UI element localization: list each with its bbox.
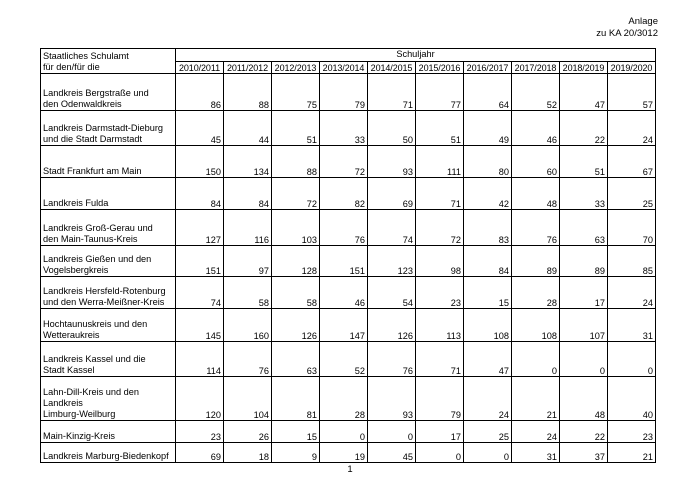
value-cell: 25	[608, 178, 656, 210]
table-row	[41, 443, 656, 463]
value-cell: 0	[416, 443, 464, 463]
authority-name-line: Landkreis Marburg-Biedenkopf	[43, 451, 169, 461]
value-cell: 18	[224, 443, 272, 463]
value-cell: 48	[512, 178, 560, 210]
value-cell: 28	[512, 277, 560, 309]
table-row	[41, 210, 656, 246]
table-row	[41, 342, 656, 377]
year-header-cell: 2010/2011	[176, 62, 224, 74]
value-cell: 84	[224, 178, 272, 210]
value-cell: 58	[224, 277, 272, 309]
authority-name-line: Landkreis Hersfeld-Rotenburg	[43, 286, 166, 296]
value-cell: 0	[320, 421, 368, 443]
corner-header-cell	[41, 49, 176, 74]
value-cell: 23	[176, 421, 224, 443]
authority-name-cell	[41, 210, 176, 246]
value-cell: 46	[320, 277, 368, 309]
value-cell: 108	[464, 309, 512, 342]
value-cell: 51	[416, 111, 464, 146]
value-cell: 82	[320, 178, 368, 210]
value-cell: 23	[608, 421, 656, 443]
authority-name-cell	[41, 277, 176, 309]
corner-header-line-1: Staatliches Schulamt	[43, 51, 129, 61]
value-cell: 76	[224, 342, 272, 377]
value-cell: 69	[176, 443, 224, 463]
value-cell: 51	[272, 111, 320, 146]
value-cell: 0	[368, 421, 416, 443]
value-cell: 22	[560, 421, 608, 443]
year-header-cell: 2019/2020	[608, 62, 656, 74]
authority-name-line: und den Werra-Meißner-Kreis	[43, 297, 165, 307]
table-header-row-1	[41, 49, 656, 62]
value-cell: 60	[512, 146, 560, 178]
value-cell: 19	[320, 443, 368, 463]
authority-name-line: Stadt Frankfurt am Main	[43, 166, 142, 176]
value-cell: 126	[368, 309, 416, 342]
school-year-group-header: Schuljahr	[176, 49, 656, 62]
authority-name-cell	[41, 342, 176, 377]
year-header-cell: 2014/2015	[368, 62, 416, 74]
authority-name-cell	[41, 443, 176, 463]
value-cell: 98	[416, 246, 464, 277]
attachment-header	[596, 16, 658, 40]
value-cell: 150	[176, 146, 224, 178]
year-header-cell: 2016/2017	[464, 62, 512, 74]
value-cell: 51	[560, 146, 608, 178]
value-cell: 93	[368, 146, 416, 178]
authority-name-cell	[41, 377, 176, 421]
value-cell: 64	[464, 74, 512, 111]
authority-name-line: Landkreis	[43, 398, 83, 408]
value-cell: 50	[368, 111, 416, 146]
value-cell: 44	[224, 111, 272, 146]
value-cell: 108	[512, 309, 560, 342]
value-cell: 47	[560, 74, 608, 111]
value-cell: 72	[320, 146, 368, 178]
value-cell: 52	[512, 74, 560, 111]
value-cell: 75	[272, 74, 320, 111]
value-cell: 9	[272, 443, 320, 463]
value-cell: 46	[512, 111, 560, 146]
value-cell: 71	[416, 342, 464, 377]
value-cell: 24	[608, 111, 656, 146]
value-cell: 48	[560, 377, 608, 421]
value-cell: 47	[464, 342, 512, 377]
authority-name-cell	[41, 111, 176, 146]
authority-name-line: Limburg-Weilburg	[43, 409, 116, 419]
authority-name-line: den Odenwaldkreis	[43, 99, 122, 109]
value-cell: 69	[368, 178, 416, 210]
value-cell: 63	[560, 210, 608, 246]
value-cell: 86	[176, 74, 224, 111]
authority-name-line: Landkreis Groß-Gerau und	[43, 223, 153, 233]
value-cell: 33	[320, 111, 368, 146]
value-cell: 28	[320, 377, 368, 421]
authority-name-line: Main-Kinzig-Kreis	[43, 431, 115, 441]
value-cell: 79	[320, 74, 368, 111]
value-cell: 93	[368, 377, 416, 421]
value-cell: 160	[224, 309, 272, 342]
year-header-cell: 2017/2018	[512, 62, 560, 74]
value-cell: 45	[176, 111, 224, 146]
value-cell: 123	[368, 246, 416, 277]
attachment-reference: zu KA 20/3012	[596, 28, 658, 39]
value-cell: 145	[176, 309, 224, 342]
authority-name-cell	[41, 421, 176, 443]
value-cell: 114	[176, 342, 224, 377]
value-cell: 0	[560, 342, 608, 377]
authority-name-line: Wetteraukreis	[43, 330, 100, 340]
value-cell: 45	[368, 443, 416, 463]
value-cell: 52	[320, 342, 368, 377]
year-header-cell: 2012/2013	[272, 62, 320, 74]
value-cell: 74	[176, 277, 224, 309]
authority-name-cell	[41, 178, 176, 210]
value-cell: 31	[608, 309, 656, 342]
value-cell: 84	[464, 246, 512, 277]
value-cell: 107	[560, 309, 608, 342]
authority-name-line: Landkreis Gießen und den	[43, 254, 152, 264]
value-cell: 74	[368, 210, 416, 246]
year-header-cell: 2018/2019	[560, 62, 608, 74]
value-cell: 151	[176, 246, 224, 277]
table-row	[41, 246, 656, 277]
value-cell: 23	[416, 277, 464, 309]
value-cell: 77	[416, 74, 464, 111]
authority-name-line: den Main-Taunus-Kreis	[43, 234, 138, 244]
authority-name-line: und die Stadt Darmstadt	[43, 134, 143, 144]
value-cell: 72	[272, 178, 320, 210]
table-row	[41, 309, 656, 342]
value-cell: 79	[416, 377, 464, 421]
value-cell: 84	[176, 178, 224, 210]
value-cell: 104	[224, 377, 272, 421]
authority-name-line: Lahn-Dill-Kreis und den	[43, 387, 140, 397]
value-cell: 15	[272, 421, 320, 443]
value-cell: 76	[512, 210, 560, 246]
value-cell: 24	[464, 377, 512, 421]
value-cell: 72	[416, 210, 464, 246]
value-cell: 63	[272, 342, 320, 377]
value-cell: 21	[608, 443, 656, 463]
value-cell: 71	[368, 74, 416, 111]
value-cell: 33	[560, 178, 608, 210]
authority-name-line: Landkreis Kassel und die	[43, 354, 146, 364]
value-cell: 120	[176, 377, 224, 421]
value-cell: 81	[272, 377, 320, 421]
table-row	[41, 111, 656, 146]
authority-name-cell	[41, 309, 176, 342]
value-cell: 76	[368, 342, 416, 377]
value-cell: 37	[560, 443, 608, 463]
table-row	[41, 277, 656, 309]
value-cell: 89	[560, 246, 608, 277]
value-cell: 88	[272, 146, 320, 178]
value-cell: 127	[176, 210, 224, 246]
value-cell: 147	[320, 309, 368, 342]
value-cell: 111	[416, 146, 464, 178]
value-cell: 76	[320, 210, 368, 246]
value-cell: 57	[608, 74, 656, 111]
school-authority-table	[40, 48, 656, 463]
table-row	[41, 421, 656, 443]
authority-name-cell	[41, 246, 176, 277]
authority-name-line: Landkreis Bergstraße und	[43, 88, 149, 98]
value-cell: 113	[416, 309, 464, 342]
value-cell: 134	[224, 146, 272, 178]
authority-name-line: Stadt Kassel	[43, 365, 95, 375]
authority-name-cell	[41, 74, 176, 111]
value-cell: 25	[464, 421, 512, 443]
value-cell: 80	[464, 146, 512, 178]
authority-name-line: Vogelsbergkreis	[43, 265, 109, 275]
value-cell: 85	[608, 246, 656, 277]
value-cell: 24	[608, 277, 656, 309]
authority-name-line: Hochtaunuskreis und den	[43, 319, 148, 329]
authority-name-line: Landkreis Darmstadt-Dieburg	[43, 123, 163, 133]
value-cell: 70	[608, 210, 656, 246]
value-cell: 103	[272, 210, 320, 246]
attachment-label: Anlage	[628, 16, 658, 27]
value-cell: 83	[464, 210, 512, 246]
value-cell: 67	[608, 146, 656, 178]
value-cell: 0	[608, 342, 656, 377]
value-cell: 0	[512, 342, 560, 377]
value-cell: 21	[512, 377, 560, 421]
value-cell: 0	[464, 443, 512, 463]
authority-name-line: Landkreis Fulda	[43, 198, 109, 208]
value-cell: 88	[224, 74, 272, 111]
value-cell: 26	[224, 421, 272, 443]
corner-header-line-2: für den/für die	[43, 62, 100, 72]
value-cell: 40	[608, 377, 656, 421]
year-header-cell: 2011/2012	[224, 62, 272, 74]
value-cell: 71	[416, 178, 464, 210]
value-cell: 22	[560, 111, 608, 146]
value-cell: 49	[464, 111, 512, 146]
authority-name-cell	[41, 146, 176, 178]
page-number: 1	[347, 464, 353, 475]
value-cell: 97	[224, 246, 272, 277]
table-row	[41, 377, 656, 421]
value-cell: 128	[272, 246, 320, 277]
value-cell: 54	[368, 277, 416, 309]
value-cell: 15	[464, 277, 512, 309]
value-cell: 116	[224, 210, 272, 246]
value-cell: 151	[320, 246, 368, 277]
year-header-cell: 2015/2016	[416, 62, 464, 74]
value-cell: 42	[464, 178, 512, 210]
table-row	[41, 74, 656, 111]
value-cell: 31	[512, 443, 560, 463]
value-cell: 89	[512, 246, 560, 277]
value-cell: 58	[272, 277, 320, 309]
value-cell: 17	[560, 277, 608, 309]
year-header-cell: 2013/2014	[320, 62, 368, 74]
table-row	[41, 146, 656, 178]
value-cell: 24	[512, 421, 560, 443]
value-cell: 126	[272, 309, 320, 342]
table-row	[41, 178, 656, 210]
value-cell: 17	[416, 421, 464, 443]
